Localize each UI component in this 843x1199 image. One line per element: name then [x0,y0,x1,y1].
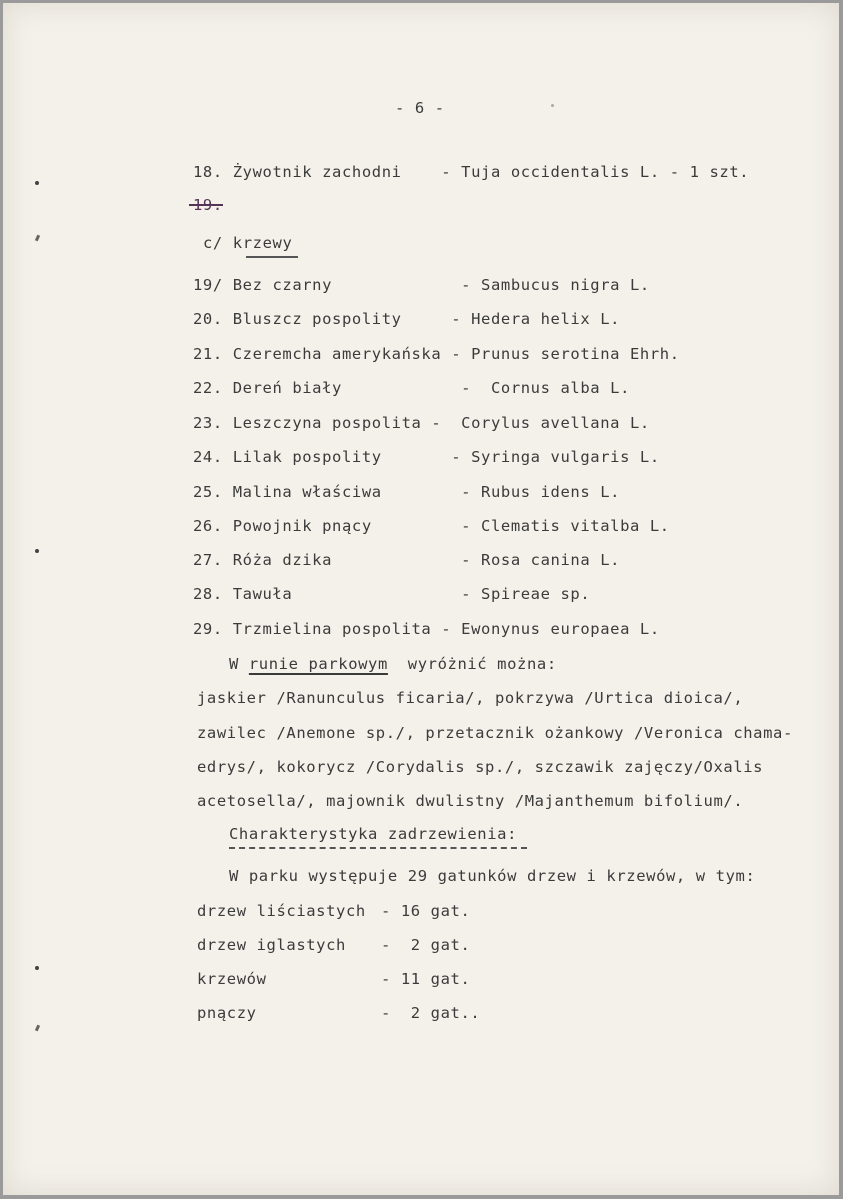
undergrowth-lead [229,655,557,673]
shrub-item: 19/ Bez czarny - Sambucus nigra L. [193,276,650,294]
undergrowth-line: acetosella/, majownik dwulistny /Majanthemum bifolium/. [197,792,744,810]
count-label: krzewów [197,970,267,988]
count-label: drzew liściastych [197,902,366,920]
shrub-item: 23. Leszczyna pospolita - Corylus avellana L. [193,414,650,432]
count-value: - 2 gat. [381,936,471,954]
shrub-item: 22. Dereń biały - Cornus alba L. [193,379,630,397]
count-value: - 16 gat. [381,902,471,920]
section-heading-underline [246,256,298,258]
characteristics-heading: Charakterystyka zadrzewienia: [229,825,518,843]
shrub-item: 28. Tawuła - Spireae sp. [193,585,591,603]
count-value: - 11 gat. [381,970,471,988]
characteristics-intro: W parku występuje 29 gatunków drzew i krzewów, w tym: [229,867,756,885]
undergrowth-lead-underlined: runie parkowym [248,655,388,673]
margin-speck [35,181,39,185]
margin-speck [551,104,554,107]
strike-line [189,204,223,206]
section-heading-text: c/ krzewy [203,234,293,252]
count-label: drzew iglastych [197,936,346,954]
shrub-item: 24. Lilak pospolity - Syringa vulgaris L. [193,448,660,466]
document-page [3,3,839,1195]
undergrowth-lead-post: wyróżnić można: [387,655,557,673]
margin-speck [35,1025,40,1032]
shrub-item: 26. Powojnik pnący - Clematis vitalba L. [193,517,670,535]
shrub-item: 27. Róża dzika - Rosa canina L. [193,551,621,569]
shrub-item: 20. Bluszcz pospolity - Hedera helix L. [193,310,621,328]
tree-item-18: 18. Żywotnik zachodni - Tuja occidentalis L. - 1 szt. [193,163,750,181]
section-heading [203,234,292,252]
margin-speck [35,549,39,553]
undergrowth-line: jaskier /Ranunculus ficaria/, pokrzywa /Urtica dioica/, [197,689,744,707]
count-value: - 2 gat.. [381,1004,481,1022]
characteristics-heading-underline [229,847,527,849]
struck-number: 19. [193,196,223,214]
page-number: - 6 - [395,99,445,117]
margin-speck [35,966,39,970]
undergrowth-line: zawilec /Anemone sp./, przetacznik ożankowy /Veronica chama- [197,724,793,742]
shrub-item: 29. Trzmielina pospolita - Ewonynus europaea L. [193,620,660,638]
count-label: pnączy [197,1004,257,1022]
shrub-item: 21. Czeremcha amerykańska - Prunus serotina Ehrh. [193,345,680,363]
undergrowth-lead-pre: W [229,655,249,673]
undergrowth-line: edrys/, kokorycz /Corydalis sp./, szczawik zajęczy/Oxalis [197,758,764,776]
shrub-item: 25. Malina właściwa - Rubus idens L. [193,483,621,501]
margin-speck [35,235,40,242]
